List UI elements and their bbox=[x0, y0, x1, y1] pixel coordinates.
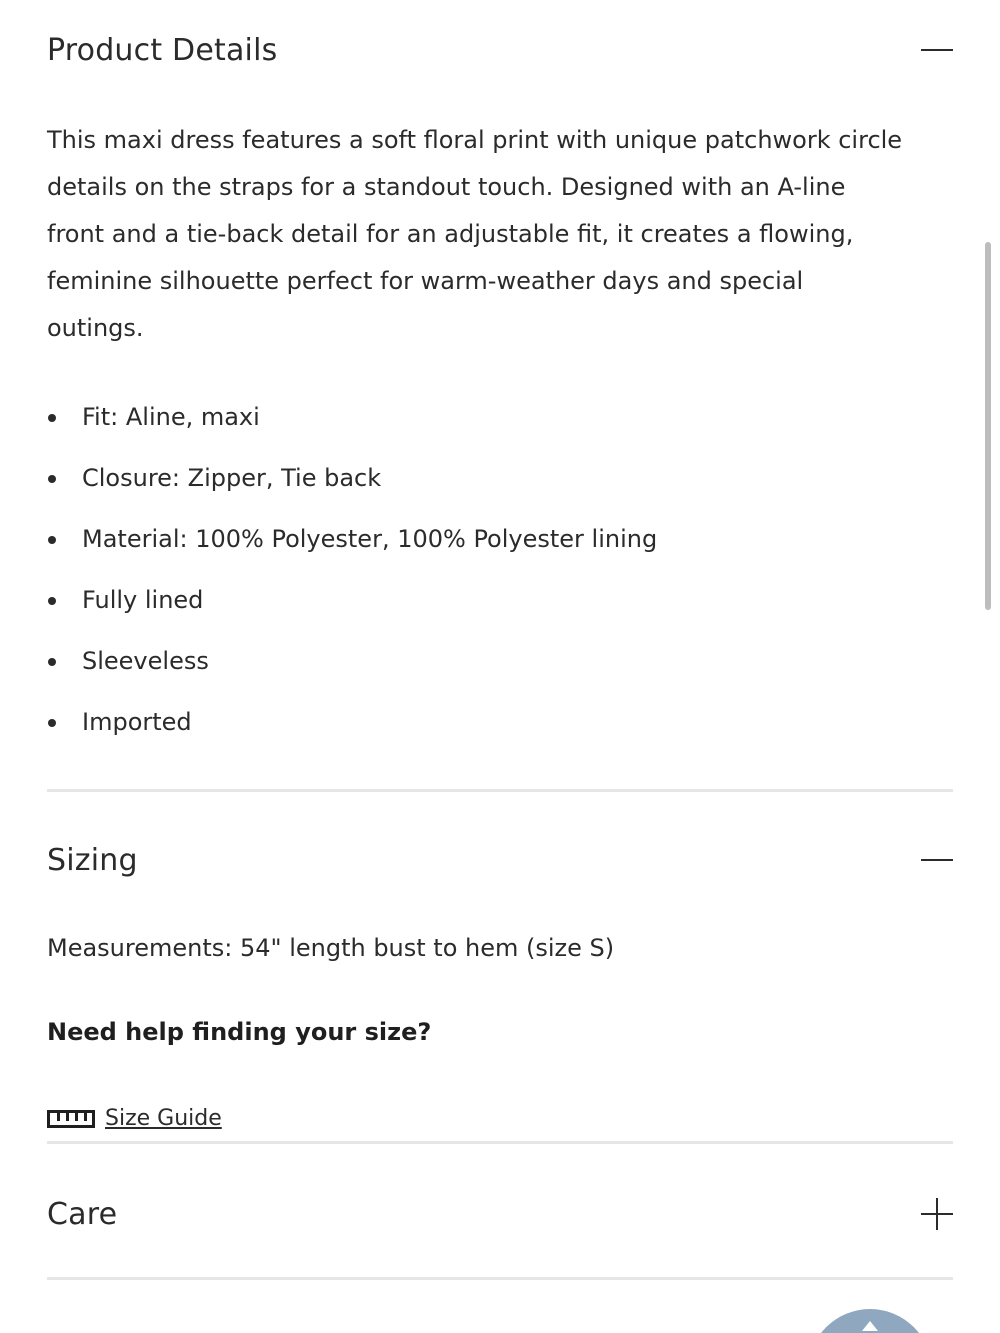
description-line: front and a tie-back detail for an adjustable fit, it creates a flowing, bbox=[47, 220, 854, 248]
collapse-icon[interactable] bbox=[921, 34, 953, 66]
sizing-header[interactable] bbox=[47, 838, 953, 882]
description-line: feminine silhouette perfect for warm-weather days and special bbox=[47, 267, 804, 295]
bullet-icon bbox=[48, 597, 56, 605]
section-divider bbox=[47, 789, 953, 792]
size-guide-label[interactable]: Size Guide bbox=[105, 1106, 222, 1131]
list-item bbox=[47, 646, 953, 707]
floating-action-button[interactable] bbox=[808, 1309, 932, 1333]
section-divider bbox=[47, 1141, 953, 1144]
collapse-icon[interactable] bbox=[921, 844, 953, 876]
feature-text: Closure: Zipper, Tie back bbox=[82, 464, 382, 492]
care-header[interactable] bbox=[47, 1192, 953, 1236]
product-details-header[interactable] bbox=[47, 28, 953, 72]
expand-icon[interactable] bbox=[921, 1198, 953, 1230]
description-line: outings. bbox=[47, 314, 144, 342]
bullet-icon bbox=[48, 719, 56, 727]
product-details-title: Product Details bbox=[47, 32, 278, 68]
feature-text: Imported bbox=[82, 708, 192, 736]
list-item bbox=[47, 524, 953, 585]
list-item bbox=[47, 585, 953, 646]
size-help-heading: Need help finding your size? bbox=[47, 1018, 432, 1046]
description-line: This maxi dress features a soft floral print with unique patchwork circle bbox=[47, 126, 903, 154]
feature-text: Material: 100% Polyester, 100% Polyester lining bbox=[82, 525, 658, 553]
size-guide-link[interactable] bbox=[47, 1106, 222, 1131]
care-title: Care bbox=[47, 1196, 118, 1232]
bullet-icon bbox=[48, 658, 56, 666]
feature-text: Fully lined bbox=[82, 586, 204, 614]
description-line: details on the straps for a standout touch. Designed with an A-line bbox=[47, 173, 846, 201]
list-item bbox=[47, 463, 953, 524]
product-description bbox=[47, 117, 953, 352]
section-divider bbox=[47, 1277, 953, 1280]
measurements-text: Measurements: 54" length bust to hem (size S) bbox=[47, 934, 615, 962]
list-item bbox=[47, 707, 953, 768]
bullet-icon bbox=[48, 414, 56, 422]
list-item bbox=[47, 402, 953, 463]
scrollbar[interactable] bbox=[985, 242, 991, 610]
sizing-title: Sizing bbox=[47, 842, 138, 878]
feature-text: Sleeveless bbox=[82, 647, 209, 675]
feature-text: Fit: Aline, maxi bbox=[82, 403, 260, 431]
ruler-icon bbox=[47, 1110, 95, 1128]
feature-list bbox=[47, 402, 953, 768]
bullet-icon bbox=[48, 536, 56, 544]
chevron-up-icon bbox=[862, 1321, 878, 1331]
bullet-icon bbox=[48, 475, 56, 483]
